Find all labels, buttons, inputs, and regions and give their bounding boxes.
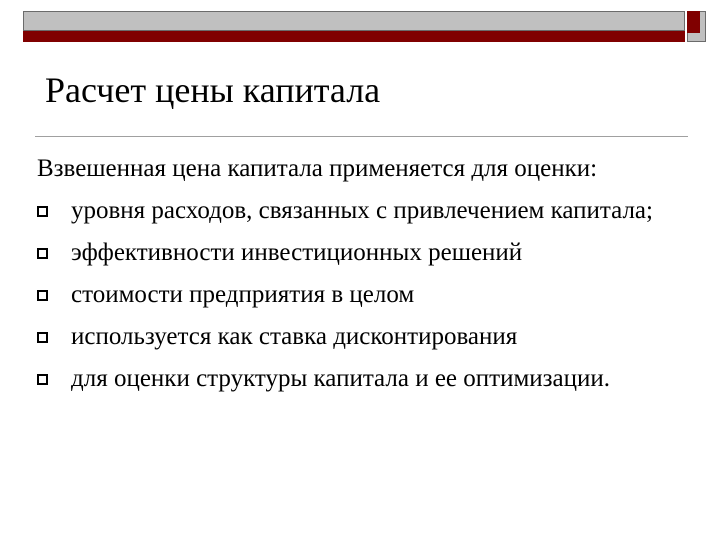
intro-text: Взвешенная цена капитала применяется для оценки: [37,155,598,182]
list-item [37,196,677,225]
corner-block-red [687,11,700,33]
header-decoration-bar [23,11,685,42]
bullet-text: для оценки структуры капитала и ее оптимизации. [71,365,611,392]
bullet-list [37,196,677,393]
bullet-text: стоимости предприятия в целом [71,281,415,308]
slide-body [37,154,677,393]
list-item [37,238,677,267]
list-item [37,280,677,309]
header-bar-gray [23,11,685,31]
header-bar-red [23,31,685,42]
list-item [37,364,677,393]
hollow-square-icon [37,374,48,385]
slide-title: Расчет цены капитала [45,70,381,110]
hollow-square-icon [37,332,48,343]
bullet-text: уровня расходов, связанных с привлечением капитала; [71,197,653,224]
bullet-text: эффективности инвестиционных решений [71,239,523,266]
corner-decoration-block [687,11,706,42]
list-item [37,322,677,351]
title-divider [35,136,688,137]
bullet-text: используется как ставка дисконтирования [71,323,518,350]
hollow-square-icon [37,290,48,301]
hollow-square-icon [37,206,48,217]
hollow-square-icon [37,248,48,259]
